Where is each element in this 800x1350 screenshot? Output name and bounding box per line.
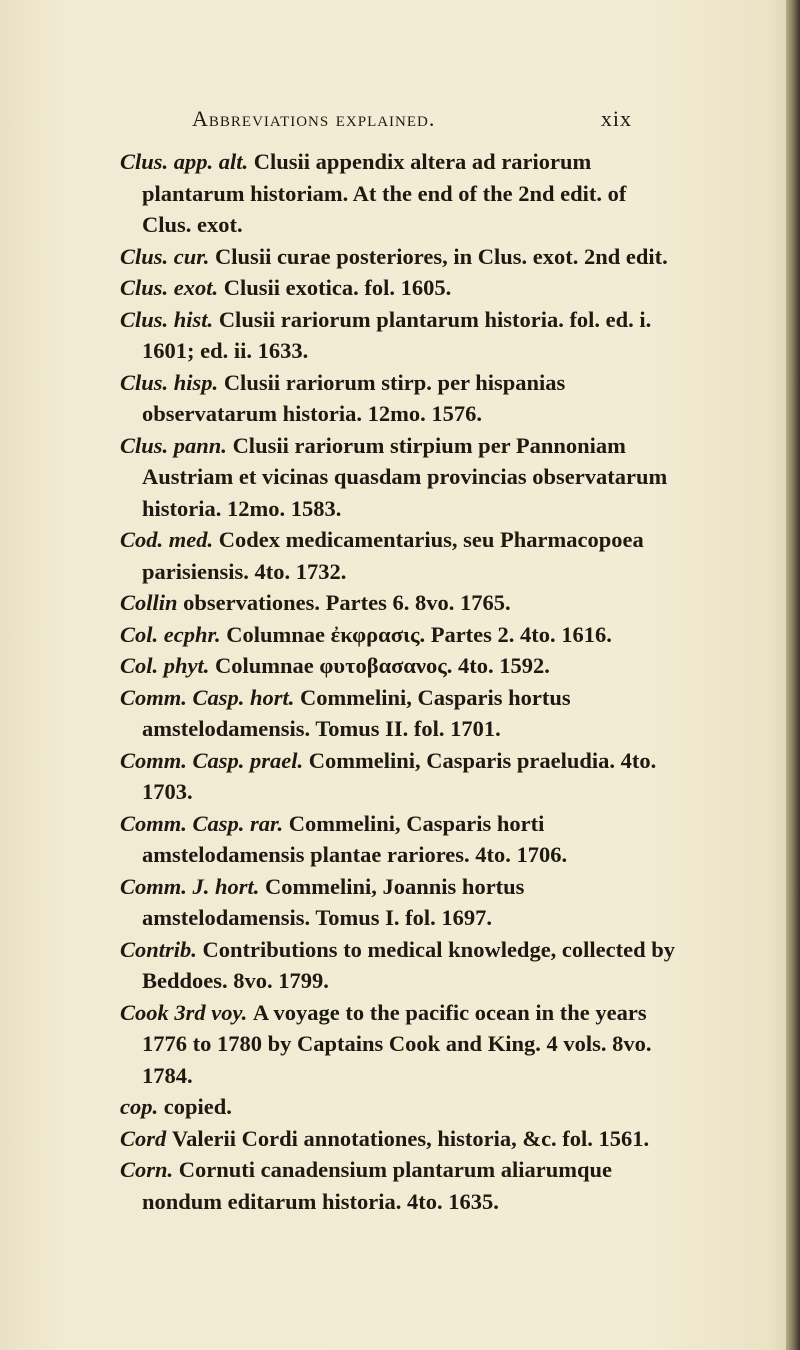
entry-abbreviation: Clus. app. alt. [120,149,249,174]
entry-description: Columnae φυτοβασανος. 4to. 1592. [215,653,550,678]
list-item [120,1154,680,1217]
list-item [120,524,680,587]
entry-abbreviation: Clus. exot. [120,275,219,300]
entry-description: Clusii exotica. fol. 1605. [223,275,452,300]
entry-abbreviation: Contrib. [120,936,197,962]
entry-description: Clusii rariorum stirp. per hispanias observatarum historia. 12mo. 1576. [142,369,566,426]
list-item [120,682,680,745]
list-item [120,745,680,808]
list-item [120,304,680,367]
entry-description: Commelini, Joannis hortus amstelodamensis. Tomus I. fol. 1697. [142,873,525,930]
entry-description: Clusii rariorum stirpium per Pannoniam Austriam et vicinas quasdam provincias observatarum historia. 12mo. 1583. [142,432,668,521]
entry-description: Clusii rariorum plantarum historia. fol. ed. i. 1601; ed. ii. 1633. [142,306,652,363]
header-title: Abbreviations explained. [192,106,436,131]
list-item [120,241,680,273]
entry-description: copied. [163,1094,232,1119]
entry-description: Codex medicamentarius, seu Pharmacopoea parisiensis. 4to. 1732. [142,527,644,584]
entry-abbreviation: Col. phyt. [120,653,210,678]
abbreviation-list [120,146,680,1217]
entry-abbreviation: Comm. J. hort. [120,873,260,899]
list-item [120,808,680,871]
list-item [120,997,680,1092]
list-item [120,430,680,525]
list-item [120,1091,680,1123]
list-item [120,587,680,619]
entry-abbreviation: Comm. Casp. prael. [120,747,304,773]
page-number: xix [600,106,632,131]
list-item [120,934,680,997]
list-item [120,146,680,241]
entry-description: A voyage to the pacific ocean in the years 1776 to 1780 by Captains Cook and King. 4 vols. 8vo. 1784. [142,999,652,1088]
entry-abbreviation: Cod. med. [120,527,214,552]
list-item [120,367,680,430]
book-edge [786,0,800,1350]
entry-description: Valerii Cordi annotationes, historia, &c. fol. 1561. [171,1125,650,1151]
entry-description: Contributions to medical knowledge, collected by Beddoes. 8vo. 1799. [142,936,676,993]
list-item [120,272,680,304]
list-item [120,650,680,682]
entry-description: Clusii curae posteriores, in Clus. exot. 2nd edit. [215,243,668,269]
entry-abbreviation: Cook 3rd voy. [120,999,248,1025]
entry-description: Clusii appendix altera ad rariorum plantarum historiam. At the end of the 2nd edit. of Clus. exot. [142,149,627,237]
entry-description: Commelini, Casparis horti amstelodamensis plantae rariores. 4to. 1706. [142,810,568,867]
entry-description: Commelini, Casparis praeludia. 4to. 1703. [142,747,657,804]
entry-abbreviation: cop. [120,1094,159,1119]
entry-abbreviation: Clus. pann. [120,432,227,458]
list-item [120,619,680,651]
entry-abbreviation: Clus. hisp. [120,369,219,395]
entry-description: Columnae ἐκφρασις. Partes 2. 4to. 1616. [226,621,612,647]
entry-abbreviation: Collin [120,590,178,615]
entry-description: observationes. Partes 6. 8vo. 1765. [183,590,511,615]
entry-abbreviation: Clus. hist. [120,306,214,332]
entry-abbreviation: Clus. cur. [120,243,210,269]
entry-abbreviation: Col. ecphr. [120,621,221,647]
list-item [120,1123,680,1155]
running-header [192,104,632,134]
list-item [120,871,680,934]
entry-description: Cornuti canadensium plantarum aliarumque nondum editarum historia. 4to. 1635. [142,1157,612,1214]
entry-abbreviation: Comm. Casp. hort. [120,684,295,710]
entry-abbreviation: Comm. Casp. rar. [120,810,284,836]
entry-abbreviation: Corn. [120,1157,174,1182]
entry-description: Commelini, Casparis hortus amstelodamensis. Tomus II. fol. 1701. [142,684,571,741]
entry-abbreviation: Cord [120,1125,167,1151]
